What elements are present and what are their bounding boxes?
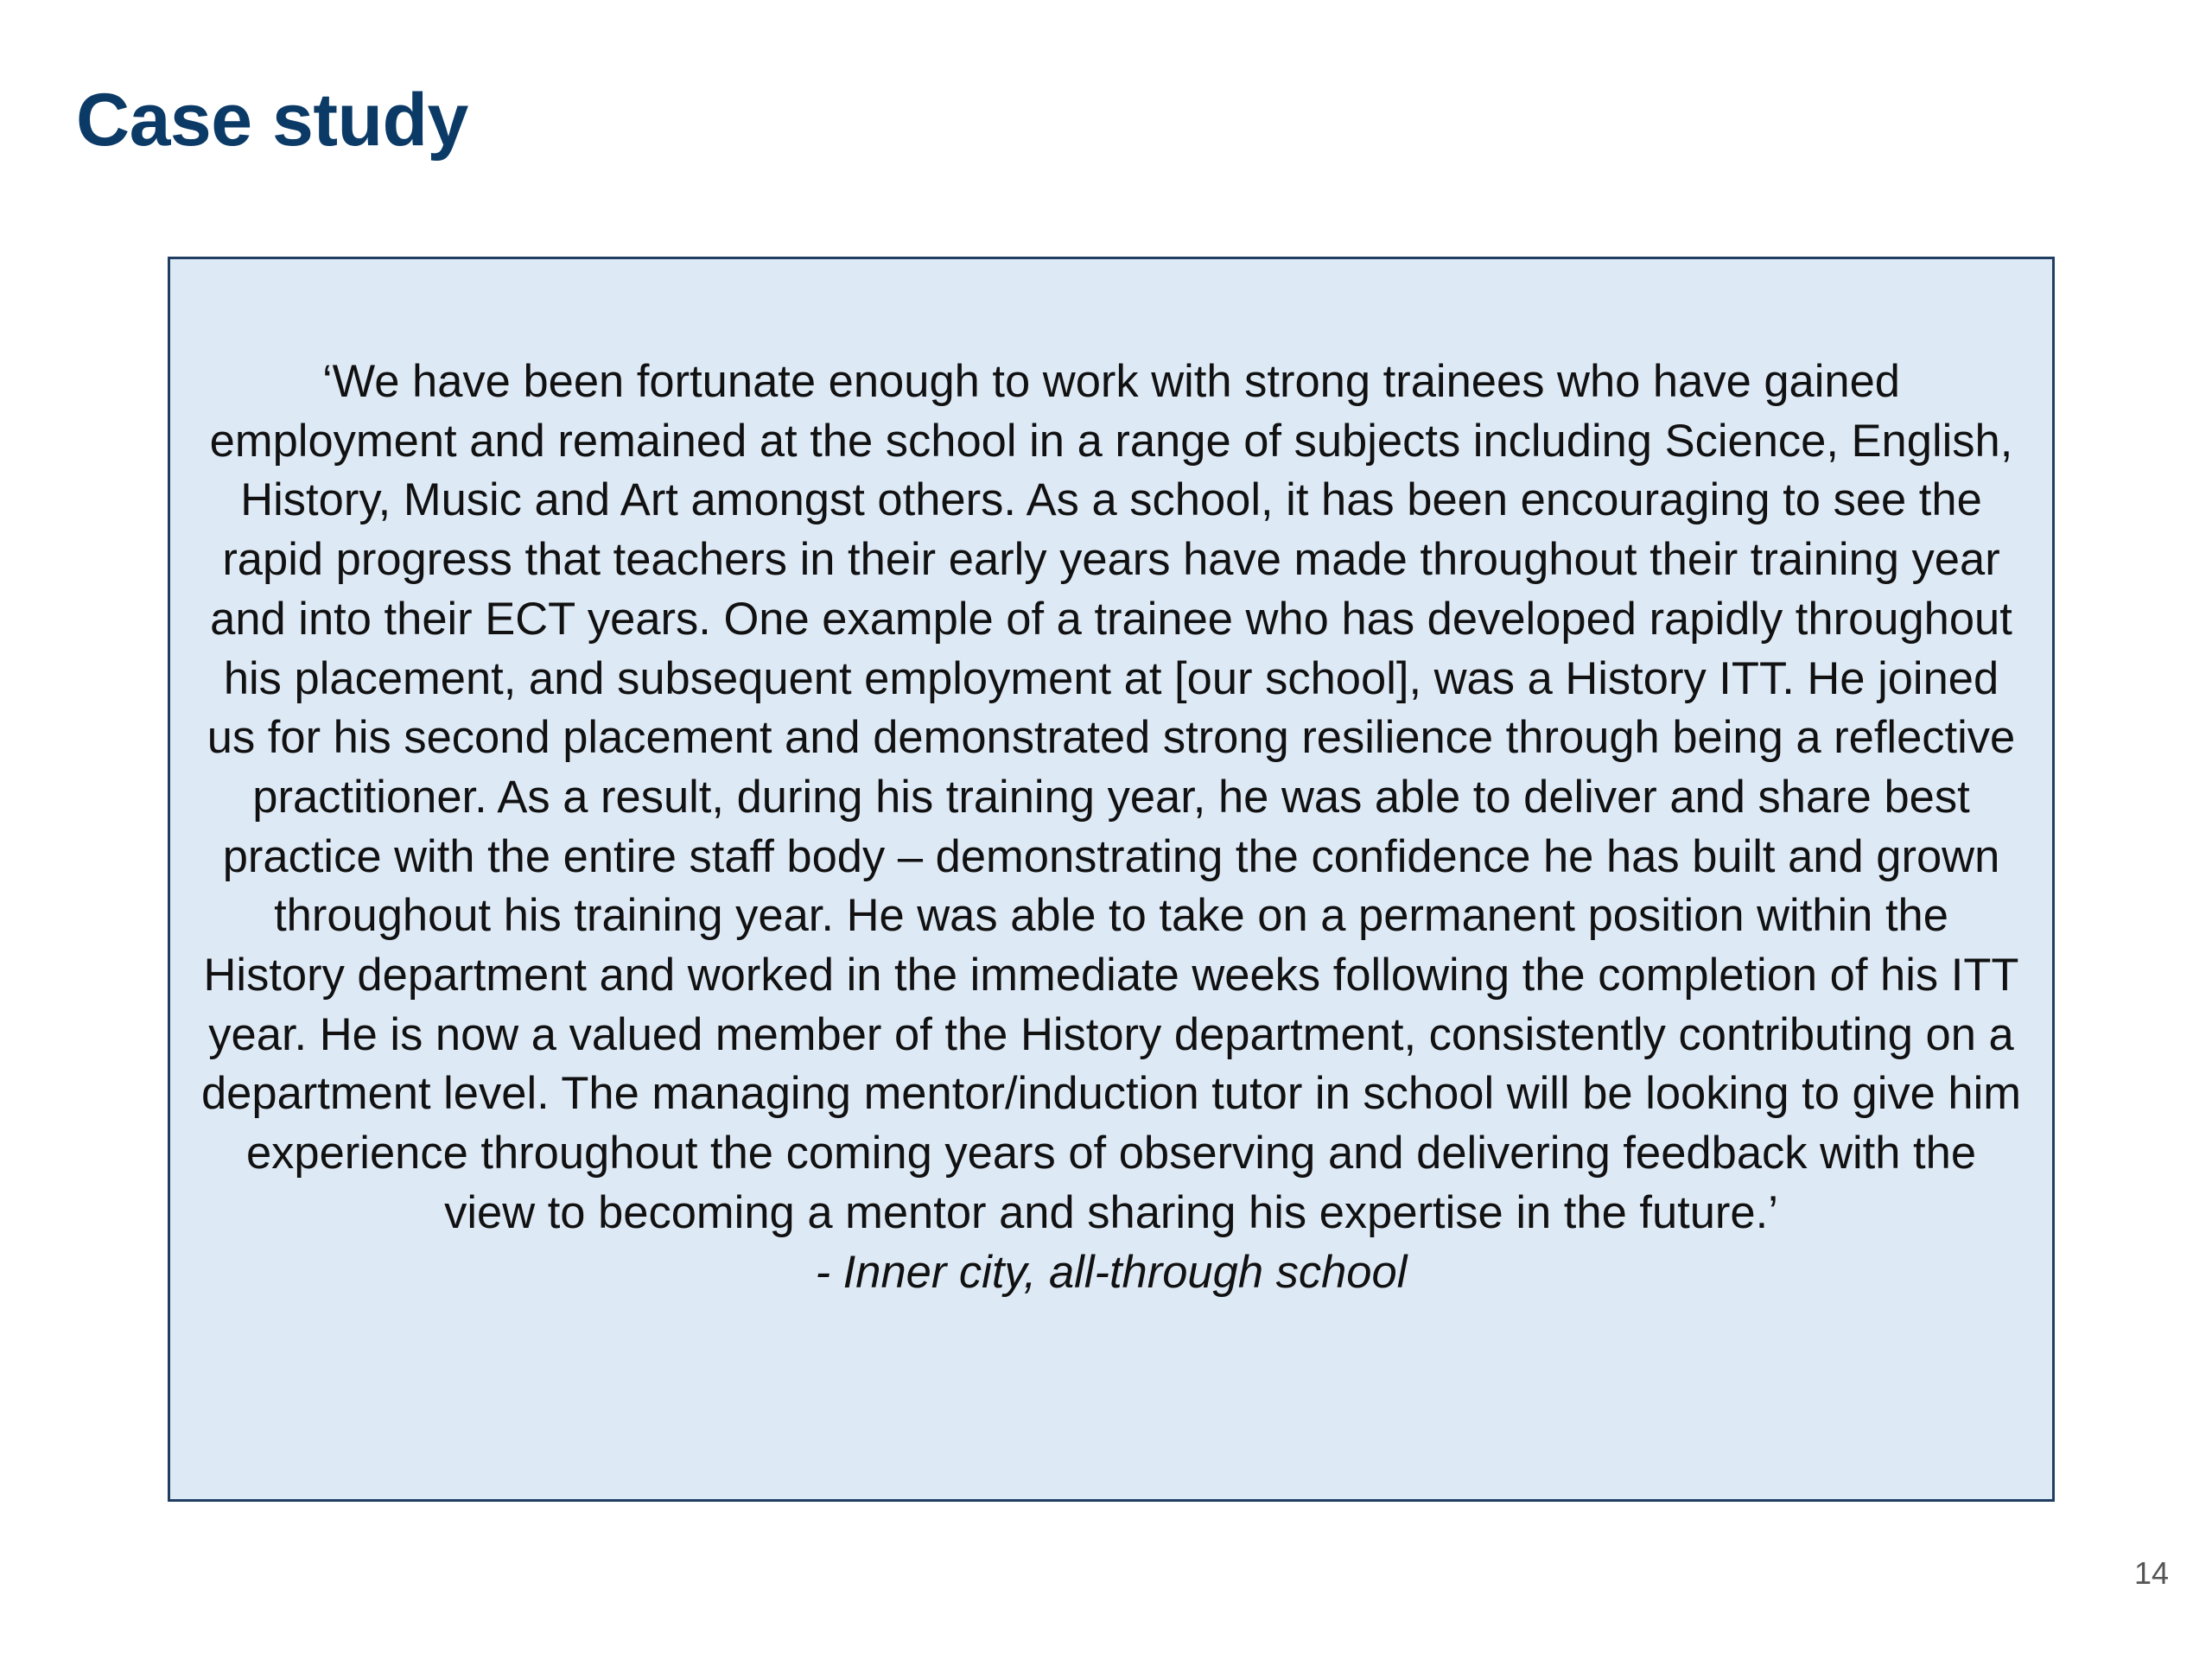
case-study-quote-box <box>168 257 2055 1502</box>
page-number: 14 <box>2133 1555 2169 1591</box>
slide-title: Case study <box>76 79 468 162</box>
case-study-quote: ‘We have been fortunate enough to work with strong trainees who have gained employment and remained at the school in a range of subjects including Science, English, History, Music and Art amongst others. As a school, it has been encouraging to see the rapid progress that teachers in their early years have made throughout their training year and into their ECT years. One example of a trainee who has developed rapidly throughout his placement, and subsequent employment at [our school], was a History ITT. He joined us for his second placement and demonstrated strong resilience through being a reflective practitioner. As a result, during his training year, he was able to deliver and share best practice with the entire staff body – demonstrating the confidence he has built and grown throughout his training year. He was able to take on a permanent position within the History department and worked in the immediate weeks following the completion of his ITT year. He is now a valued member of the History department, consistently contributing on a department level. The managing mentor/induction tutor in school will be looking to give him experience throughout the coming years of observing and delivering feedback with the view to becoming a mentor and sharing his expertise in the future.’ <box>200 356 2022 1238</box>
quote-attribution: - Inner city, all-through school <box>815 1246 1408 1298</box>
